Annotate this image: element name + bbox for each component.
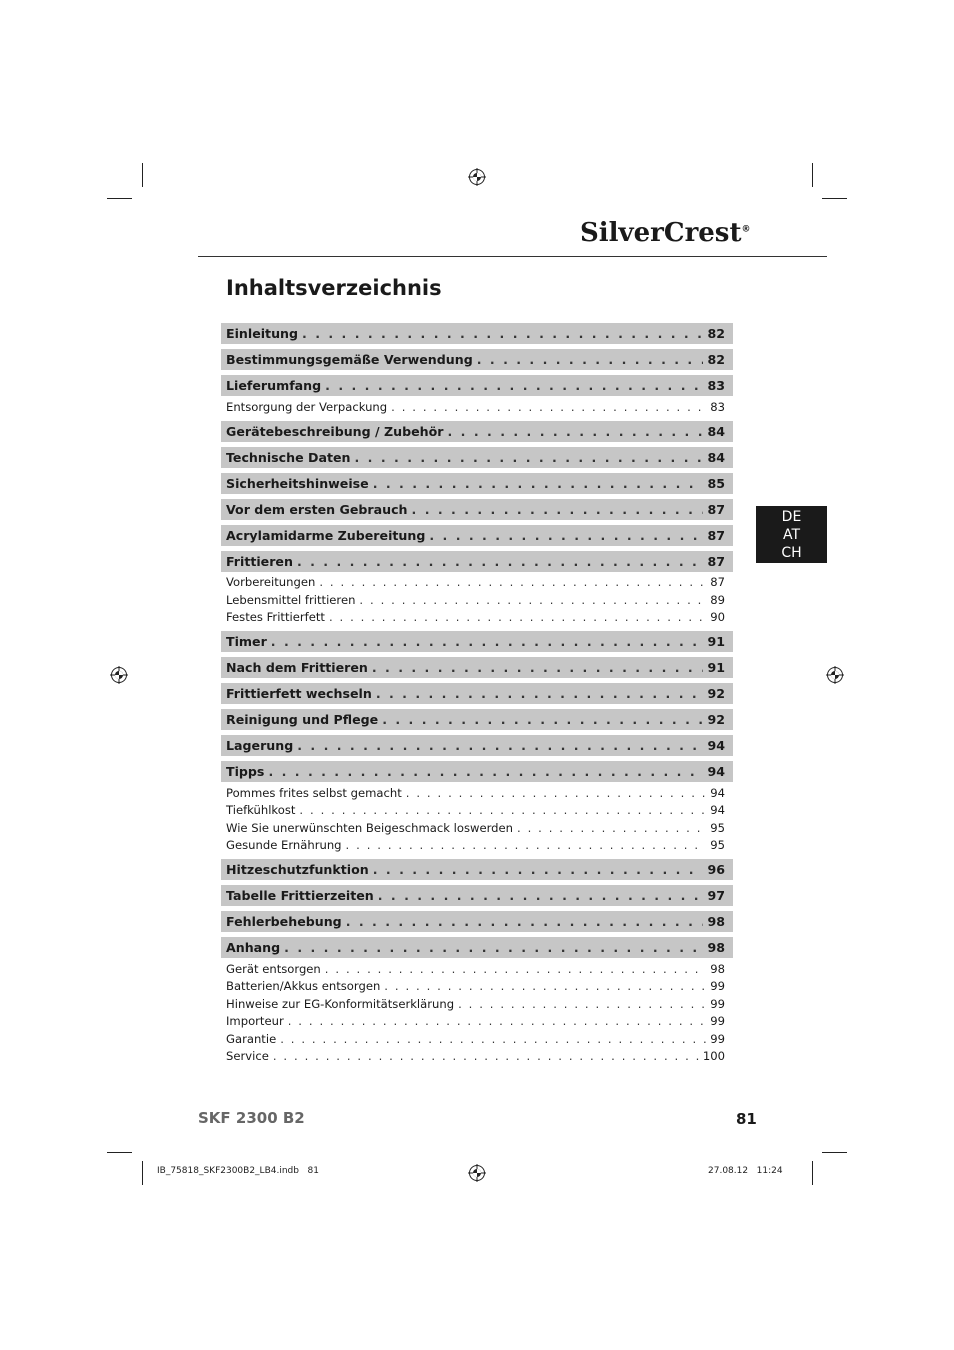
toc-entry-page: 99 <box>710 1014 725 1029</box>
crop-mark <box>812 163 813 187</box>
toc-dot-leader <box>284 940 703 955</box>
toc-section-row[interactable] <box>221 802 733 820</box>
toc-entry-page: 83 <box>710 399 725 414</box>
toc-entry-label: Service <box>226 1049 269 1064</box>
language-tab <box>756 506 827 563</box>
toc-chapter-row[interactable] <box>221 683 733 704</box>
toc-chapter-row[interactable] <box>221 551 733 572</box>
toc-dot-leader <box>280 1032 706 1046</box>
toc-dot-leader <box>271 634 704 649</box>
crop-mark <box>142 1161 143 1185</box>
toc-chapter-row[interactable] <box>221 499 733 520</box>
toc-dot-leader <box>391 400 706 414</box>
toc-dot-leader <box>273 1049 699 1063</box>
language-code: AT <box>782 527 801 543</box>
toc-entry-label: Frittierfett wechseln <box>226 686 372 701</box>
toc-dot-leader <box>373 476 704 491</box>
toc-section-row[interactable] <box>221 784 733 802</box>
toc-entry-page: 89 <box>710 592 725 607</box>
toc-entry-label: Garantie <box>226 1031 277 1046</box>
toc-chapter-row[interactable] <box>221 349 733 370</box>
toc-dot-leader <box>346 838 707 852</box>
toc-entry-label: Tiefkühlkost <box>226 803 296 818</box>
registration-target-icon <box>110 666 128 684</box>
toc-chapter-row[interactable] <box>221 323 733 344</box>
toc-entry-page: 87 <box>710 575 725 590</box>
header-rule <box>198 256 827 257</box>
toc-section-row[interactable] <box>221 960 733 978</box>
toc-section-row[interactable] <box>221 574 733 592</box>
toc-entry-page: 100 <box>702 1049 725 1064</box>
toc-entry-page: 87 <box>707 501 725 517</box>
toc-section-row[interactable] <box>221 1013 733 1031</box>
toc-section-row[interactable] <box>221 1030 733 1048</box>
toc-dot-leader <box>359 593 706 607</box>
toc-entry-label: Festes Frittierfett <box>226 610 325 625</box>
toc-entry-page: 85 <box>707 475 725 491</box>
print-slug-file: IB_75818_SKF2300B2_LB4.indb 81 <box>157 1166 319 1176</box>
language-code: DE <box>781 509 802 525</box>
toc-entry-label: Lagerung <box>226 738 294 753</box>
language-code: CH <box>781 545 802 561</box>
toc-section-row[interactable] <box>221 591 733 609</box>
toc-entry-label: Acrylamidarme Zubereitung <box>226 527 426 543</box>
toc-entry-label: Einleitung <box>226 326 299 341</box>
toc-section-row[interactable] <box>221 978 733 996</box>
toc-dot-leader <box>382 712 703 727</box>
toc-dot-leader <box>384 979 706 993</box>
toc-section-row[interactable] <box>221 819 733 837</box>
crop-mark <box>142 163 143 187</box>
toc-entry-label: Tipps <box>226 764 265 779</box>
toc-chapter-row[interactable] <box>221 525 733 546</box>
toc-chapter-row[interactable] <box>221 473 733 494</box>
toc-dot-leader <box>319 575 706 589</box>
crop-mark <box>107 198 132 199</box>
toc-dot-leader <box>355 450 704 465</box>
toc-entry-label: Hitzeschutzfunktion <box>226 862 369 877</box>
print-slug-datetime: 27.08.12 11:24 <box>708 1166 783 1176</box>
toc-entry-label: Importeur <box>226 1014 284 1029</box>
toc-entry-page: 95 <box>710 838 725 853</box>
toc-entry-label: Entsorgung der Verpackung <box>226 399 388 414</box>
toc-section-row[interactable] <box>221 609 733 627</box>
toc-entry-page: 92 <box>707 686 725 701</box>
toc-entry-page: 99 <box>710 996 725 1011</box>
toc-dot-leader <box>429 528 703 543</box>
toc-entry-label: Fehlerbehebung <box>226 914 342 929</box>
toc-dot-leader <box>297 554 704 569</box>
toc-chapter-row[interactable] <box>221 447 733 468</box>
toc-entry-page: 98 <box>707 940 725 955</box>
registration-target-icon <box>826 666 844 684</box>
toc-dot-leader <box>372 660 704 675</box>
toc-entry-label: Frittieren <box>226 553 293 569</box>
toc-dot-leader <box>288 1014 707 1028</box>
toc-entry-page: 99 <box>710 979 725 994</box>
toc-dot-leader <box>325 378 703 393</box>
toc-entry-page: 97 <box>707 888 725 903</box>
toc-entry-label: Vor dem ersten Gebrauch <box>226 501 408 517</box>
toc-entry-label: Hinweise zur EG-Konformitätserklärung <box>226 996 455 1011</box>
toc-entry-page: 91 <box>707 634 725 649</box>
toc-entry-page: 94 <box>710 785 725 800</box>
footer-model-number: SKF 2300 B2 <box>198 1109 305 1127</box>
page-title: Inhaltsverzeichnis <box>226 276 442 300</box>
toc-chapter-row[interactable] <box>221 735 733 756</box>
toc-chapter-row[interactable] <box>221 937 733 958</box>
toc-dot-leader <box>302 326 703 341</box>
toc-entry-label: Timer <box>226 634 267 649</box>
toc-section-row[interactable] <box>221 1048 733 1066</box>
toc-dot-leader <box>376 686 704 701</box>
registration-target-icon <box>468 168 486 186</box>
toc-chapter-row[interactable] <box>221 421 733 442</box>
toc-entry-page: 82 <box>707 352 725 367</box>
toc-entry-label: Gesunde Ernährung <box>226 838 342 853</box>
footer-page-number: 81 <box>736 1110 757 1128</box>
toc-chapter-row[interactable] <box>221 911 733 932</box>
toc-entry-label: Lieferumfang <box>226 378 322 393</box>
toc-entry-page: 94 <box>707 738 725 753</box>
toc-entry-page: 90 <box>710 610 725 625</box>
toc-chapter-row[interactable] <box>221 761 733 782</box>
toc-dot-leader <box>412 502 704 517</box>
toc-dot-leader <box>477 352 704 367</box>
toc-entry-page: 98 <box>707 914 725 929</box>
toc-chapter-row[interactable] <box>221 375 733 396</box>
registered-mark: ® <box>741 224 751 235</box>
silvercrest-logo <box>580 218 760 254</box>
toc-entry-label: Sicherheitshinweise <box>226 475 369 491</box>
toc-section-row[interactable] <box>221 837 733 855</box>
toc-entry-page: 99 <box>710 1031 725 1046</box>
table-of-contents <box>221 323 733 1065</box>
toc-entry-page: 95 <box>710 820 725 835</box>
toc-entry-label: Lebensmittel frittieren <box>226 592 356 607</box>
toc-entry-label: Reinigung und Pflege <box>226 712 379 727</box>
toc-dot-leader <box>448 424 704 439</box>
toc-entry-page: 96 <box>707 862 725 877</box>
toc-dot-leader <box>346 914 704 929</box>
toc-chapter-row[interactable] <box>221 657 733 678</box>
crop-mark <box>822 198 847 199</box>
toc-entry-label: Gerätebeschreibung / Zubehör <box>226 423 444 439</box>
toc-entry-page: 92 <box>707 712 725 727</box>
toc-entry-page: 91 <box>707 660 725 675</box>
toc-entry-page: 82 <box>707 326 725 341</box>
toc-entry-page: 87 <box>707 553 725 569</box>
toc-chapter-row[interactable] <box>221 859 733 880</box>
toc-chapter-row[interactable] <box>221 631 733 652</box>
toc-entry-page: 84 <box>707 449 725 465</box>
toc-section-row[interactable] <box>221 398 733 416</box>
toc-chapter-row[interactable] <box>221 709 733 730</box>
toc-entry-label: Anhang <box>226 940 281 955</box>
toc-dot-leader <box>325 962 706 976</box>
crop-mark <box>107 1152 132 1153</box>
toc-dot-leader <box>373 862 704 877</box>
registration-target-icon <box>468 1164 486 1182</box>
toc-entry-label: Technische Daten <box>226 449 351 465</box>
toc-entry-label: Wie Sie unerwünschten Beigeschmack loswerden <box>226 820 514 835</box>
toc-entry-page: 83 <box>707 378 725 393</box>
toc-dot-leader <box>517 821 706 835</box>
toc-entry-label: Gerät entsorgen <box>226 961 321 976</box>
toc-section-row[interactable] <box>221 995 733 1013</box>
toc-entry-label: Tabelle Frittierzeiten <box>226 888 374 903</box>
toc-entry-label: Vorbereitungen <box>226 575 316 590</box>
toc-entry-page: 94 <box>710 803 725 818</box>
toc-entry-page: 94 <box>707 764 725 779</box>
toc-dot-leader <box>406 786 706 800</box>
toc-entry-page: 84 <box>707 423 725 439</box>
crop-mark <box>822 1152 847 1153</box>
toc-entry-label: Pommes frites selbst gemacht <box>226 785 402 800</box>
toc-dot-leader <box>299 803 706 817</box>
crop-mark <box>812 1161 813 1185</box>
toc-entry-label: Bestimmungsgemäße Verwendung <box>226 352 473 367</box>
toc-dot-leader <box>329 610 706 624</box>
logo-text: SilverCrest <box>580 218 742 248</box>
toc-chapter-row[interactable] <box>221 885 733 906</box>
toc-entry-page: 87 <box>707 527 725 543</box>
toc-dot-leader <box>268 764 703 779</box>
toc-entry-label: Batterien/Akkus entsorgen <box>226 979 381 994</box>
toc-entry-label: Nach dem Frittieren <box>226 660 368 675</box>
toc-entry-page: 98 <box>710 961 725 976</box>
toc-dot-leader <box>378 888 704 903</box>
toc-dot-leader <box>297 738 703 753</box>
toc-dot-leader <box>458 997 706 1011</box>
